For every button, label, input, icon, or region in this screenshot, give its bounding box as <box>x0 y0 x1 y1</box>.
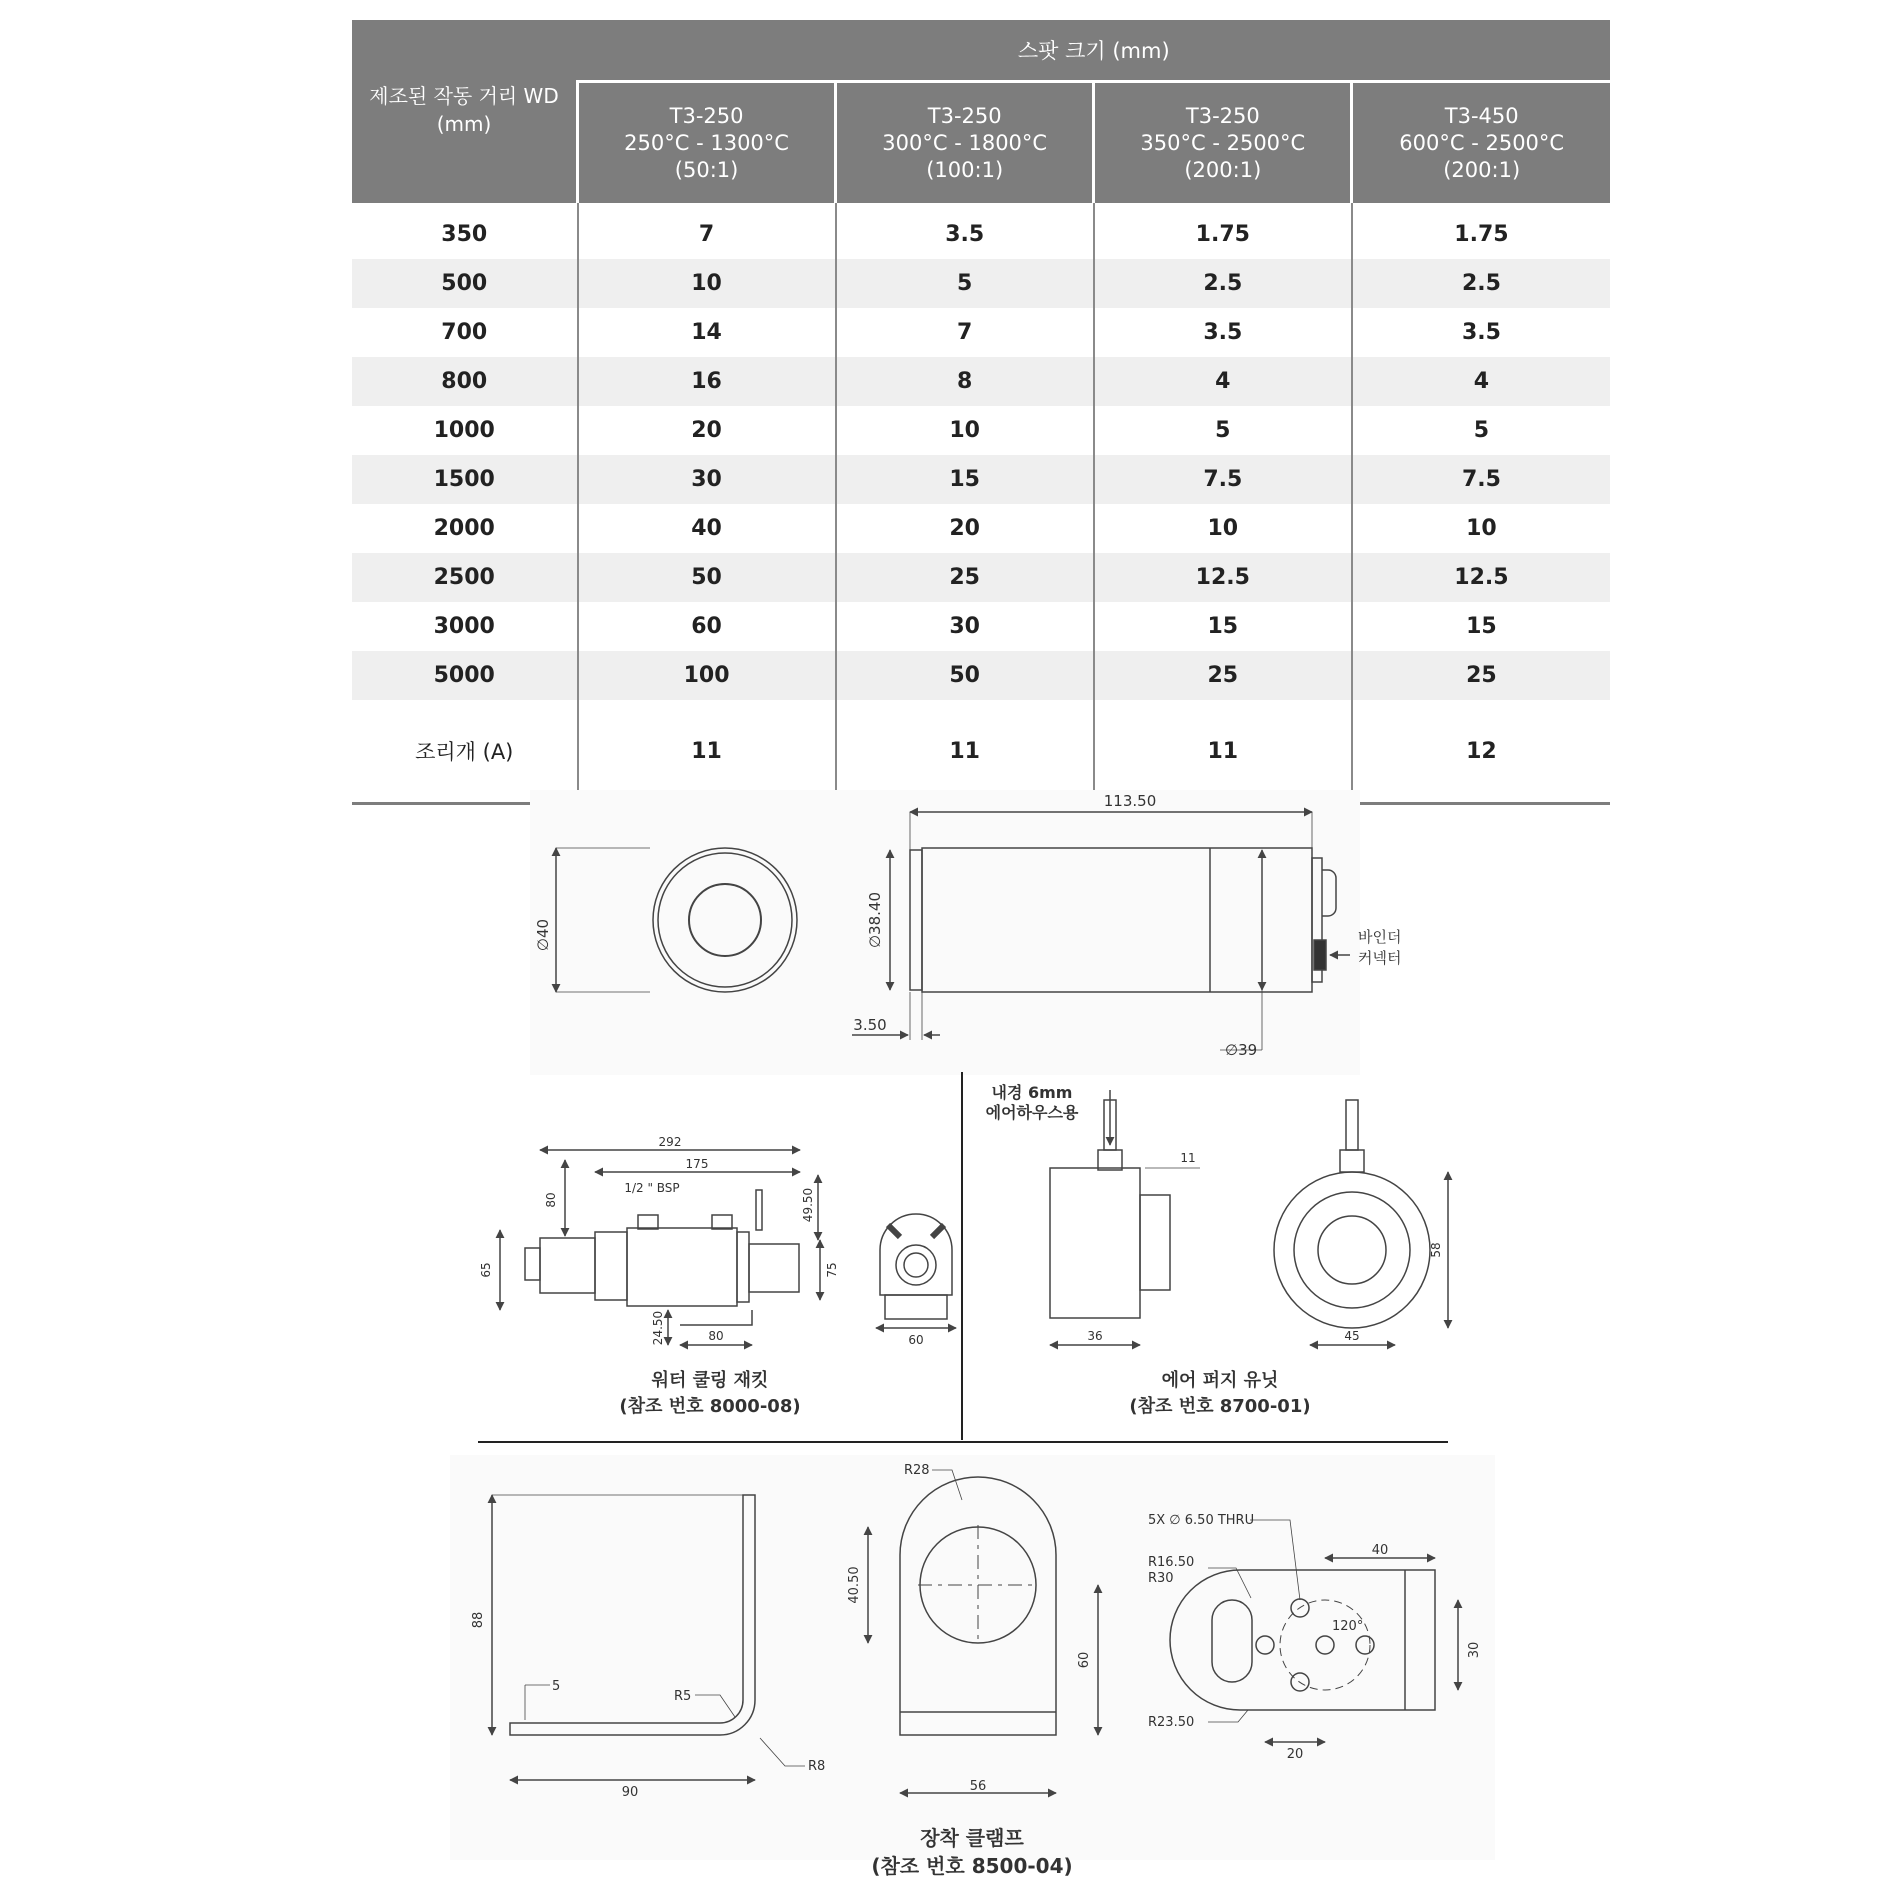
spot-cell: 12.5 <box>1352 553 1610 602</box>
jacket-ring <box>595 1232 627 1300</box>
dim-label: 120° <box>1332 1619 1364 1634</box>
wd-cell: 800 <box>352 357 578 406</box>
model-name: T3-250 <box>927 103 1002 128</box>
air-purge-ref: (참조 번호 8700-01) <box>1129 1396 1311 1417</box>
dim-label: R8 <box>808 1759 826 1774</box>
dim-label: 11 <box>1180 1151 1196 1165</box>
aperture-cell: 11 <box>836 700 1094 804</box>
spot-cell: 15 <box>1352 602 1610 651</box>
jacket-body <box>627 1228 737 1306</box>
purge-fitting <box>1098 1150 1122 1170</box>
purge-nozzle <box>1140 1195 1170 1290</box>
spot-cell: 25 <box>1094 651 1352 700</box>
dim-label: 45 <box>1344 1329 1360 1343</box>
spot-cell: 14 <box>578 308 836 357</box>
jacket-pipe <box>756 1190 762 1230</box>
purge-body <box>1050 1168 1140 1318</box>
purge-end-bore <box>1318 1216 1386 1284</box>
spot-cell: 5 <box>836 259 1094 308</box>
dim-label: 58 <box>1429 1242 1443 1258</box>
wd-cell: 500 <box>352 259 578 308</box>
mount-clamp-ref: (참조 번호 8500-04) <box>871 1854 1073 1878</box>
dim-label: 36 <box>1087 1329 1103 1343</box>
spot-cell: 1.75 <box>1352 203 1610 259</box>
wd-cell: 350 <box>441 222 488 247</box>
spot-cell: 3.5 <box>1094 308 1352 357</box>
spot-cell: 5 <box>1352 406 1610 455</box>
spot-cell: 10 <box>836 406 1094 455</box>
dim-label: 60 <box>908 1333 924 1347</box>
spot-cell: 50 <box>578 553 836 602</box>
jacket-front <box>540 1238 595 1293</box>
wd-cell: 1000 <box>433 418 495 443</box>
spot-cell: 2.5 <box>1094 259 1352 308</box>
wd-cell: 1500 <box>352 455 578 504</box>
dim-label: 65 <box>479 1262 493 1278</box>
wd-cell: 2000 <box>433 516 495 541</box>
model-ratio: (50:1) <box>674 157 739 182</box>
jacket-port <box>638 1215 658 1229</box>
jacket-end-lens <box>904 1253 928 1277</box>
water-jacket-labels <box>479 1135 924 1417</box>
dim-label: 40 <box>1371 1543 1389 1558</box>
jacket-port <box>712 1215 732 1229</box>
jacket-collar <box>737 1232 749 1302</box>
spot-cell: 16 <box>578 357 836 406</box>
model-ratio: (200:1) <box>1184 157 1262 182</box>
water-jacket-title: 워터 쿨링 재킷 <box>651 1370 769 1391</box>
dim-label: 292 <box>658 1135 682 1149</box>
spot-cell: 7 <box>836 308 1094 357</box>
purge-end-outer <box>1274 1172 1430 1328</box>
aperture-cell: 11 <box>1094 700 1352 804</box>
mount-clamp-title: 장착 클램프 <box>920 1826 1024 1850</box>
dim-label: R28 <box>904 1463 930 1478</box>
dim-label: 175 <box>685 1157 709 1171</box>
water-jacket-ref: (참조 번호 8000-08) <box>619 1396 801 1417</box>
dim-label: 75 <box>825 1262 839 1278</box>
purge-end-ring <box>1294 1192 1410 1308</box>
dim-label: ∅38.40 <box>866 891 884 949</box>
jacket-nozzle <box>525 1248 540 1280</box>
dim-label: 3.50 <box>853 1016 887 1034</box>
spot-cell: 3.5 <box>1352 308 1610 357</box>
mount-clamp-drawing <box>450 1455 1495 1860</box>
jacket-end-ports <box>888 1225 944 1237</box>
dim-label: 113.50 <box>1103 792 1157 810</box>
spot-cell: 100 <box>578 651 836 700</box>
dim-label: 5 <box>552 1679 561 1694</box>
spot-cell: 3.5 <box>836 203 1094 259</box>
dim-label: 80 <box>708 1329 724 1343</box>
spot-cell: 8 <box>836 357 1094 406</box>
air-purge-title: 에어 퍼지 유닛 <box>1161 1370 1279 1391</box>
wd-cell: 700 <box>441 320 488 345</box>
spot-cell: 15 <box>836 455 1094 504</box>
spot-cell: 7.5 <box>1094 455 1352 504</box>
spot-cell: 1.75 <box>1094 203 1352 259</box>
dim-label: R30 <box>1148 1571 1174 1586</box>
purge-end-barb <box>1346 1100 1358 1150</box>
spot-cell: 30 <box>578 455 836 504</box>
spot-cell: 40 <box>578 504 836 553</box>
spot-cell: 5 <box>1094 406 1352 455</box>
model-range: 600°C - 2500°C <box>1399 130 1565 155</box>
dim-label: 5X ∅ 6.50 THRU <box>1148 1513 1255 1528</box>
dim-label: 88 <box>471 1611 486 1629</box>
aperture-label: 조리개 (A) <box>352 700 578 804</box>
dim-label: R23.50 <box>1148 1715 1195 1730</box>
spot-cell: 4 <box>1094 357 1352 406</box>
spot-cell: 50 <box>836 651 1094 700</box>
spot-cell: 2.5 <box>1352 259 1610 308</box>
spot-cell: 30 <box>836 602 1094 651</box>
model-ratio: (100:1) <box>926 157 1004 182</box>
model-range: 300°C - 1800°C <box>882 130 1048 155</box>
dim-label: 30 <box>1467 1641 1482 1659</box>
spot-cell: 20 <box>578 406 836 455</box>
wd-header-text: 제조된 작동 거리 WD (mm) <box>369 84 559 136</box>
model-range: 350°C - 2500°C <box>1140 130 1306 155</box>
hose-label: 내경 6mm <box>991 1083 1073 1102</box>
sensor-drawing <box>530 790 1360 1075</box>
hose-label: 에어하우스용 <box>985 1103 1079 1122</box>
model-name: T3-450 <box>1444 103 1519 128</box>
spot-cell: 15 <box>1094 602 1352 651</box>
water-jacket-drawing <box>500 1150 956 1345</box>
spot-cell: 20 <box>836 504 1094 553</box>
model-name: T3-250 <box>669 103 744 128</box>
connector-label: 커넥터 <box>1358 949 1402 967</box>
dim-label: 90 <box>621 1785 639 1800</box>
aperture-cell: 11 <box>578 700 836 804</box>
spot-cell: 7.5 <box>1352 455 1610 504</box>
model-name: T3-250 <box>1185 103 1260 128</box>
spot-cell: 10 <box>578 259 836 308</box>
dim-label: R5 <box>674 1689 692 1704</box>
dim-label: 20 <box>1286 1747 1304 1762</box>
air-purge-drawing <box>1050 1090 1448 1345</box>
jacket-end-base <box>885 1295 947 1319</box>
connector-label: 바인더 <box>1358 928 1402 946</box>
spot-cell: 60 <box>578 602 836 651</box>
dim-label: 40.50 <box>847 1566 862 1604</box>
air-purge-labels <box>986 1083 1443 1417</box>
dim-label: 49.50 <box>801 1187 815 1223</box>
jacket-bracket <box>680 1310 752 1325</box>
spot-cell: 25 <box>1352 651 1610 700</box>
dim-label: 24.50 <box>651 1310 665 1346</box>
spot-size-header: 스팟 크기 (mm) <box>578 20 1611 82</box>
dim-label: 60 <box>1077 1651 1092 1669</box>
dim-label: ∅40 <box>534 918 552 952</box>
spot-cell: 25 <box>836 553 1094 602</box>
spot-cell: 7 <box>578 203 836 259</box>
aperture-cell: 12 <box>1352 700 1610 804</box>
jacket-rear <box>749 1244 799 1292</box>
dim-label: R16.50 <box>1148 1555 1195 1570</box>
clamp-drawing-bg <box>450 1455 1495 1860</box>
dim-label: ∅39 <box>1225 1041 1258 1059</box>
dim-label: 56 <box>969 1779 987 1794</box>
wd-cell: 5000 <box>352 651 578 700</box>
spot-cell: 4 <box>1352 357 1610 406</box>
bsp-label: 1/2 " BSP <box>624 1181 680 1195</box>
purge-end-fitting <box>1340 1150 1364 1172</box>
spot-cell: 10 <box>1352 504 1610 553</box>
binder-connector <box>1314 940 1326 970</box>
spot-cell: 12.5 <box>1094 553 1352 602</box>
dim-label: 80 <box>544 1192 558 1208</box>
wd-cell: 3000 <box>433 614 495 639</box>
model-ratio: (200:1) <box>1443 157 1521 182</box>
wd-cell: 2500 <box>352 553 578 602</box>
spot-cell: 10 <box>1094 504 1352 553</box>
model-range: 250°C - 1300°C <box>624 130 789 155</box>
jacket-end-bore <box>896 1245 936 1285</box>
